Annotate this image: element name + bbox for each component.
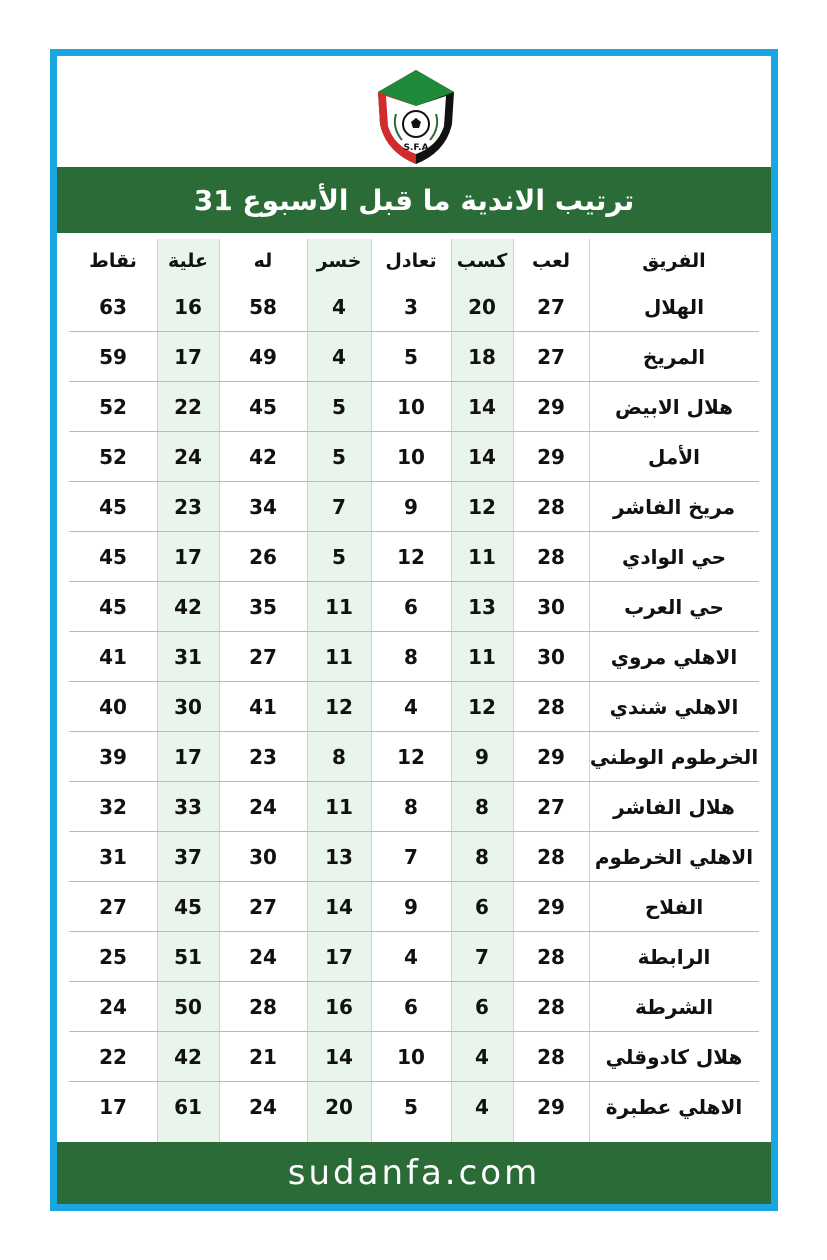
won-cell: 4 [451,1032,513,1082]
drawn-cell: 6 [371,982,451,1032]
drawn-cell: 12 [371,532,451,582]
goals-against-cell: 51 [157,932,219,982]
won-cell: 9 [451,732,513,782]
header-goals-for: له [253,249,273,272]
goals-against-cell: 23 [157,482,219,532]
goals-for-cell: 49 [219,332,307,382]
table-row [69,832,759,882]
goals-against-cell: 50 [157,982,219,1032]
standings-table [69,239,759,1131]
points-cell: 45 [69,482,157,532]
table-row [69,782,759,832]
goals-for-cell: 28 [219,982,307,1032]
goals-for-cell: 35 [219,582,307,632]
drawn-cell: 10 [371,432,451,482]
points-cell: 27 [69,882,157,932]
points-cell: 24 [69,982,157,1032]
goals-for-cell: 24 [219,782,307,832]
points-cell: 39 [69,732,157,782]
drawn-cell: 6 [371,582,451,632]
team-name-cell: مريخ الفاشر [589,482,759,532]
team-name-cell: الاهلي الخرطوم [589,832,759,882]
drawn-cell: 9 [371,882,451,932]
goals-for-cell: 42 [219,432,307,482]
points-cell: 25 [69,932,157,982]
goals-for-cell: 41 [219,682,307,732]
table-row [69,332,759,382]
won-cell: 12 [451,482,513,532]
played-cell: 28 [513,932,589,982]
won-cell: 13 [451,582,513,632]
goals-against-cell: 33 [157,782,219,832]
team-name-cell: الخرطوم الوطني [589,732,759,782]
lost-cell: 5 [307,532,371,582]
lost-cell: 11 [307,582,371,632]
site-footer: sudanfa.com [57,1142,771,1204]
lost-cell: 14 [307,882,371,932]
goals-against-cell: 17 [157,732,219,782]
won-cell: 14 [451,382,513,432]
points-cell: 22 [69,1032,157,1082]
won-cell: 6 [451,982,513,1032]
goals-for-cell: 21 [219,1032,307,1082]
won-cell: 8 [451,832,513,882]
table-row [69,932,759,982]
table-row [69,1032,759,1082]
won-cell: 14 [451,432,513,482]
lost-cell: 4 [332,294,346,319]
table-row [69,732,759,782]
drawn-cell: 5 [371,332,451,382]
goals-against-cell: 61 [157,1082,219,1132]
header-lost: خسر [316,249,362,272]
page-title: ترتيب الاندية ما قبل الأسبوع 31 [57,167,771,233]
header-team: الفريق [642,249,706,272]
drawn-cell: 4 [371,682,451,732]
drawn-cell: 10 [371,1032,451,1082]
played-cell: 30 [513,632,589,682]
lost-cell: 11 [307,782,371,832]
team-name-cell: الشرطة [589,982,759,1032]
drawn-cell: 7 [371,832,451,882]
table-header-row [69,239,759,282]
table-row [69,582,759,632]
team-name-cell: هلال الابيض [589,382,759,432]
header-points: نقاط [89,249,137,272]
header-drawn: تعادل [385,249,437,272]
goals-for-cell: 24 [219,1082,307,1132]
team-name-cell: الفلاح [589,882,759,932]
team-name-cell: حي الوادي [589,532,759,582]
logo-text: S.F.A [403,143,429,153]
goals-for-cell: 30 [219,832,307,882]
played-cell: 27 [537,294,565,319]
points-cell: 40 [69,682,157,732]
table-row [69,1082,759,1132]
points-cell: 52 [69,432,157,482]
won-cell: 7 [451,932,513,982]
table-row [69,382,759,432]
points-cell: 45 [69,582,157,632]
header-played: لعب [532,249,570,272]
table-row [69,432,759,482]
goals-for-cell: 23 [219,732,307,782]
lost-cell: 11 [307,632,371,682]
drawn-cell: 9 [371,482,451,532]
team-name-cell: الرابطة [589,932,759,982]
table-row [69,482,759,532]
played-cell: 27 [513,332,589,382]
header-goals-against: علية [167,249,208,272]
lost-cell: 13 [307,832,371,882]
goals-for-cell: 34 [219,482,307,532]
lost-cell: 5 [307,382,371,432]
played-cell: 29 [513,732,589,782]
goals-for-cell: 27 [219,632,307,682]
table-row [69,682,759,732]
played-cell: 28 [513,832,589,882]
drawn-cell: 12 [371,732,451,782]
goals-against-cell: 30 [157,682,219,732]
drawn-cell: 8 [371,782,451,832]
goals-for-cell: 27 [219,882,307,932]
points-cell: 32 [69,782,157,832]
played-cell: 29 [513,432,589,482]
goals-against-cell: 17 [157,332,219,382]
goals-against-cell: 17 [157,532,219,582]
team-name-cell: هلال الفاشر [589,782,759,832]
lost-cell: 8 [307,732,371,782]
lost-cell: 7 [307,482,371,532]
lost-cell: 5 [307,432,371,482]
goals-for-cell: 45 [219,382,307,432]
played-cell: 28 [513,482,589,532]
table-row [69,632,759,682]
goals-for-cell: 24 [219,932,307,982]
drawn-cell: 4 [371,932,451,982]
team-name-cell: الاهلي مروي [589,632,759,682]
lost-cell: 16 [307,982,371,1032]
goals-against-cell: 42 [157,1032,219,1082]
standings-card [50,49,778,1211]
goals-against-cell: 42 [157,582,219,632]
won-cell: 4 [451,1082,513,1132]
lost-cell: 14 [307,1032,371,1082]
drawn-cell: 3 [404,294,418,319]
goals-against-cell: 16 [174,294,202,319]
team-name-cell: الاهلي شندي [589,682,759,732]
points-cell: 41 [69,632,157,682]
played-cell: 29 [513,382,589,432]
points-cell: 59 [69,332,157,382]
team-name-cell: حي العرب [589,582,759,632]
lost-cell: 12 [307,682,371,732]
table-row [69,982,759,1032]
played-cell: 28 [513,532,589,582]
played-cell: 29 [513,1082,589,1132]
team-name-cell: الأمل [589,432,759,482]
team-name-cell: الاهلي عطبرة [589,1082,759,1132]
played-cell: 28 [513,982,589,1032]
team-name-cell: الهلال [643,294,705,319]
drawn-cell: 8 [371,632,451,682]
goals-against-cell: 37 [157,832,219,882]
won-cell: 12 [451,682,513,732]
won-cell: 11 [451,632,513,682]
goals-for-cell: 26 [219,532,307,582]
points-cell: 31 [69,832,157,882]
played-cell: 27 [513,782,589,832]
points-cell: 45 [69,532,157,582]
played-cell: 28 [513,1032,589,1082]
drawn-cell: 5 [371,1082,451,1132]
team-name-cell: المريخ [589,332,759,382]
won-cell: 20 [468,294,496,319]
points-cell: 17 [69,1082,157,1132]
goals-against-cell: 45 [157,882,219,932]
lost-cell: 4 [307,332,371,382]
won-cell: 6 [451,882,513,932]
sfa-logo-icon [372,66,460,168]
goals-against-cell: 24 [157,432,219,482]
lost-cell: 20 [307,1082,371,1132]
goals-against-cell: 31 [157,632,219,682]
goals-for-cell: 58 [249,294,277,319]
table-row [69,882,759,932]
played-cell: 28 [513,682,589,732]
lost-cell: 17 [307,932,371,982]
header-won: كسب [456,249,508,272]
won-cell: 8 [451,782,513,832]
table-row [69,532,759,582]
drawn-cell: 10 [371,382,451,432]
won-cell: 11 [451,532,513,582]
points-cell: 52 [69,382,157,432]
points-cell: 63 [99,294,127,319]
played-cell: 30 [513,582,589,632]
team-name-cell: هلال كادوقلي [589,1032,759,1082]
table-row [69,282,759,332]
won-cell: 18 [451,332,513,382]
played-cell: 29 [513,882,589,932]
goals-against-cell: 22 [157,382,219,432]
